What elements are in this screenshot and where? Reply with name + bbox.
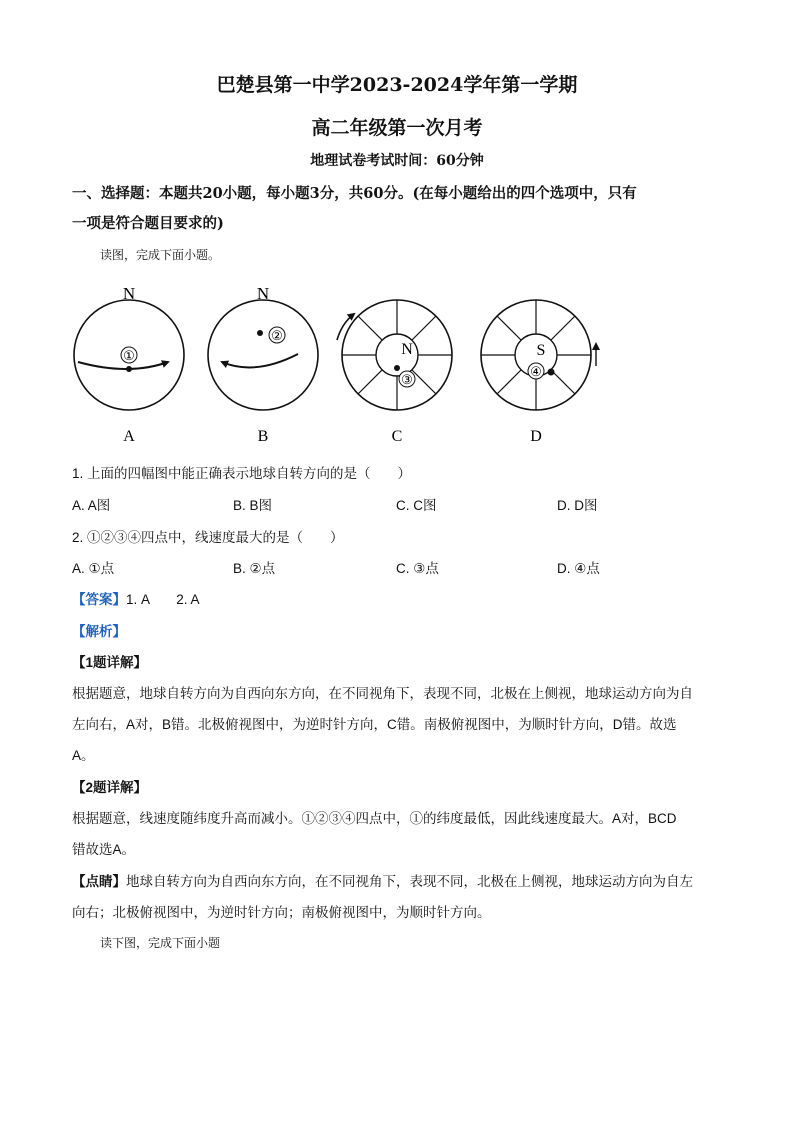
answer-tag: 【答案】 bbox=[72, 592, 126, 607]
point-label-4: ④ bbox=[530, 364, 542, 379]
caption-a: A bbox=[123, 428, 135, 445]
north-label-a: N bbox=[122, 284, 136, 303]
q2-option-b[interactable]: B. ②点 bbox=[233, 561, 276, 576]
q2-option-c[interactable]: C. ③点 bbox=[396, 561, 439, 576]
q1-option-c[interactable]: C. C图 bbox=[396, 498, 437, 513]
section-heading-line2: 一项是符合题目要求的) bbox=[72, 215, 224, 232]
q1-option-b[interactable]: B. B图 bbox=[233, 498, 273, 513]
point-label-3: ③ bbox=[401, 372, 413, 387]
tip-line-2: 向右；北极俯视图中，为逆时针方向；南极俯视图中，为顺时针方向。 bbox=[72, 905, 491, 920]
detail-1-line-2: 左向右，A对，B错。北极俯视图中，为逆时针方向，C错。南极俯视图中，为顺时针方向，D错。故选 bbox=[72, 717, 677, 732]
caption-b: B bbox=[257, 428, 269, 445]
detail-1-line-3: A。 bbox=[72, 748, 95, 763]
question-1-stem: 1. 上面的四幅图中能正确表示地球自转方向的是（ ） bbox=[72, 466, 412, 481]
caption-c: C bbox=[391, 428, 403, 445]
point-label-1: ① bbox=[123, 348, 135, 363]
detail-2-line-2: 错故选A。 bbox=[72, 842, 136, 857]
exam-subtitle: 高二年级第一次月考 bbox=[311, 117, 483, 139]
q1-option-a[interactable]: A. A图 bbox=[72, 498, 111, 513]
analysis-row bbox=[72, 620, 126, 640]
panel-b bbox=[208, 284, 318, 445]
detail-1-line-1: 根据题意，地球自转方向为自西向东方向，在不同视角下，表现不同，北极在上侧视，地球运动方向为自 bbox=[72, 686, 693, 701]
q2-option-d[interactable]: D. ④点 bbox=[557, 561, 600, 576]
panel-d bbox=[481, 300, 596, 445]
question-2-stem: 2. ①②③④四点中，线速度最大的是（ ） bbox=[72, 530, 344, 545]
north-label-b: N bbox=[256, 284, 270, 303]
figure-instruction: 读图，完成下面小题。 bbox=[100, 248, 221, 262]
pole-label-d: S bbox=[536, 342, 546, 359]
point-label-2: ② bbox=[271, 328, 283, 343]
detail-2-tag: 【2题详解】 bbox=[72, 780, 148, 795]
subject-time: 地理试卷考试时间：60分钟 bbox=[310, 153, 484, 169]
analysis-tag: 【解析】 bbox=[72, 624, 126, 639]
q2-option-a[interactable]: A. ①点 bbox=[72, 561, 115, 576]
exam-title: 巴楚县第一中学2023-2024学年第一学期 bbox=[216, 74, 578, 96]
panel-c bbox=[337, 300, 452, 445]
earth-rotation-figure bbox=[60, 278, 620, 450]
answer-text: 1. A 2. A bbox=[126, 592, 200, 607]
panel-a bbox=[74, 284, 184, 445]
detail-1-tag: 【1题详解】 bbox=[72, 655, 148, 670]
tip-tag: 【点睛】 bbox=[72, 874, 126, 889]
tip-text-1: 地球自转方向为自西向东方向，在不同视角下，表现不同，北极在上侧视，地球运动方向为自左 bbox=[126, 874, 693, 889]
next-figure-instruction: 读下图，完成下面小题 bbox=[100, 936, 221, 950]
pole-label-c: N bbox=[401, 341, 413, 358]
detail-2-line-1: 根据题意，线速度随纬度升高而减小。①②③④四点中，①的纬度最低，因此线速度最大。A对，BCD bbox=[72, 811, 677, 826]
answer-row bbox=[72, 588, 200, 608]
tip-line-1 bbox=[72, 870, 693, 890]
section-heading-line1: 一、选择题：本题共20小题，每小题3分，共60分。(在每小题给出的四个选项中，只有 bbox=[72, 185, 637, 202]
caption-d: D bbox=[530, 428, 542, 445]
q1-option-d[interactable]: D. D图 bbox=[557, 498, 598, 513]
